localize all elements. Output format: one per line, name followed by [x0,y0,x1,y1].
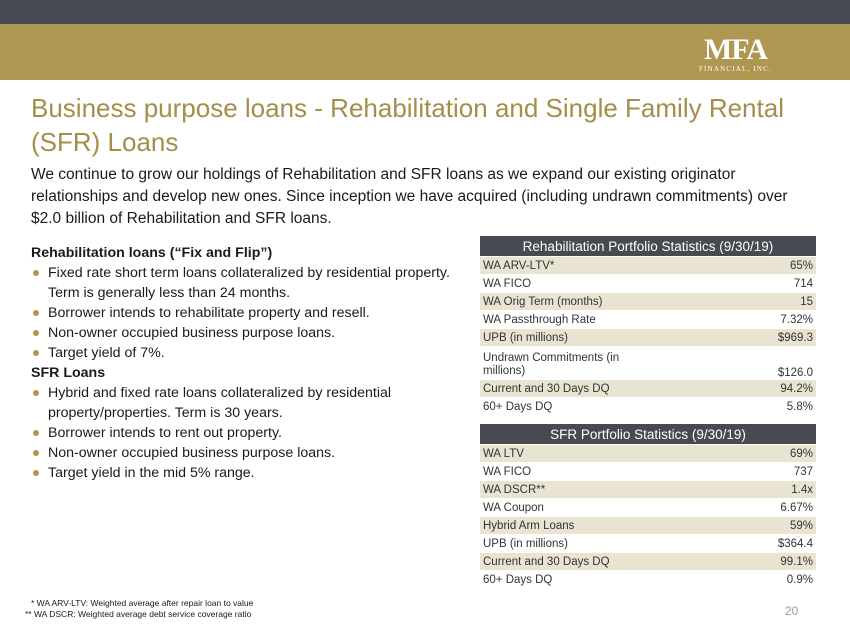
table-row [480,463,816,481]
row-label: Undrawn Commitments (in millions) [480,347,656,380]
slide-title: Business purpose loans - Rehabilitation and Single Family Rental (SFR) Loans [31,93,784,157]
row-label: WA ARV-LTV* [480,257,656,275]
top-dark-bar [0,0,850,24]
row-label: WA Orig Term (months) [480,293,656,311]
row-label: WA DSCR** [480,481,736,499]
logo-sub-text: FINANCIAL, INC. [698,65,772,73]
intro-paragraph: We continue to grow our holdings of Rehabilitation and SFR loans as we expand our existing originator relationships and develop new ones. Since inception we have acquired (including undrawn commitments) over $2.0 billion of Rehabilitation and SFR loans. [31,166,788,227]
table-row [480,329,816,347]
loan-descriptions [31,243,451,483]
table-row [480,311,816,329]
mfa-logo [698,33,772,73]
row-label: Current and 30 Days DQ [480,380,656,398]
table-row [480,445,816,463]
row-value: 737 [736,463,816,481]
bullet-item: Hybrid and fixed rate loans collateralized by residential property/properties. Term is 30 years. [31,383,451,423]
row-value: 94.2% [656,380,816,398]
row-value: $364.4 [736,535,816,553]
table-row [480,481,816,499]
table-row [480,275,816,293]
row-value: 7.32% [656,311,816,329]
table-row [480,535,816,553]
row-value: 714 [656,275,816,293]
table-row [480,571,816,589]
row-label: WA LTV [480,445,736,463]
bullet-item: Borrower intends to rehabilitate property and resell. [31,303,451,323]
footnote-dscr: ** WA DSCR: Weighted average debt service coverage ratio [25,609,252,619]
row-label: Hybrid Arm Loans [480,517,736,535]
row-value: 1.4x [736,481,816,499]
row-label: UPB (in millions) [480,329,656,347]
bullet-item: Borrower intends to rent out property. [31,423,451,443]
rehab-table-title: Rehabilitation Portfolio Statistics (9/30/19) [480,236,816,257]
table-row [480,380,816,398]
row-label: UPB (in millions) [480,535,736,553]
row-label: WA Passthrough Rate [480,311,656,329]
footnote-arv-ltv: * WA ARV-LTV: Weighted average after repair loan to value [31,598,254,608]
row-value: 6.67% [736,499,816,517]
bullet-item: Target yield of 7%. [31,343,451,363]
logo-main-text: MFA [703,33,768,66]
table-row [480,553,816,571]
row-label: WA Coupon [480,499,736,517]
rehab-stats-table [480,236,816,415]
row-value: 5.8% [656,398,816,416]
row-label: 60+ Days DQ [480,571,736,589]
table-row [480,347,816,380]
table-row [480,257,816,275]
row-value: 69% [736,445,816,463]
sfr-table-title: SFR Portfolio Statistics (9/30/19) [480,424,816,445]
row-label: WA FICO [480,275,656,293]
bullet-item: Target yield in the mid 5% range. [31,463,451,483]
row-value: $126.0 [656,347,816,380]
table-row [480,398,816,416]
row-value: 0.9% [736,571,816,589]
row-label: WA FICO [480,463,736,481]
row-value: 15 [656,293,816,311]
bullet-item: Non-owner occupied business purpose loans. [31,443,451,463]
table-row [480,517,816,535]
row-value: $969.3 [656,329,816,347]
sfr-heading: SFR Loans [31,365,106,381]
row-value: 99.1% [736,553,816,571]
bullet-item: Fixed rate short term loans collateralized by residential property. Term is generally less than 24 months. [31,263,451,303]
row-label: 60+ Days DQ [480,398,656,416]
rehab-heading: Rehabilitation loans (“Fix and Flip”) [31,245,273,261]
page-number: 20 [785,604,799,618]
row-label: Current and 30 Days DQ [480,553,736,571]
bullet-item: Non-owner occupied business purpose loans. [31,323,451,343]
row-value: 59% [736,517,816,535]
row-value: 65% [656,257,816,275]
sfr-stats-table [480,424,816,588]
table-row [480,499,816,517]
table-row [480,293,816,311]
